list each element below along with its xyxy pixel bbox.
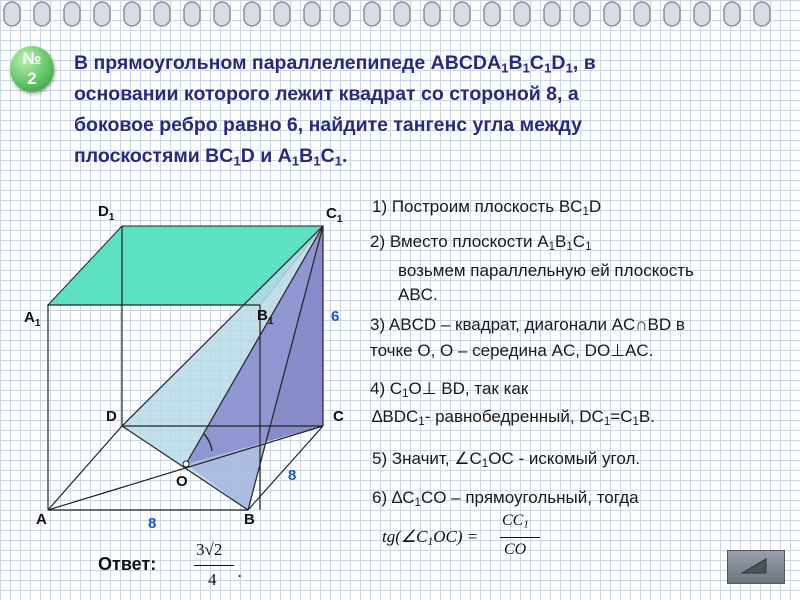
step-4-text: 4) C xyxy=(370,379,403,398)
step-2-line-3: ABC. xyxy=(398,285,438,304)
sub: 1 xyxy=(582,205,589,218)
problem-line-1-text: В прямоугольном параллелепипеде ABCDA xyxy=(74,52,502,74)
step-1 xyxy=(372,195,601,219)
sub: 1 xyxy=(603,415,611,428)
answer-fraction-bar xyxy=(194,565,234,566)
step-4 xyxy=(370,377,528,401)
problem-line-4 xyxy=(74,141,754,172)
vertex-letter: C xyxy=(529,52,545,74)
step-1-text: 1) Построим плоскость BC xyxy=(372,197,583,216)
step-5-text: 5) Значит, ∠C xyxy=(372,449,482,468)
text: ∆BDC xyxy=(372,407,419,426)
answer-numerator: 3√2 xyxy=(196,540,223,559)
text: tg(∠C xyxy=(382,527,428,546)
label-o: O xyxy=(176,473,188,490)
text: =C xyxy=(610,407,633,426)
vertex-letter: C xyxy=(320,145,335,167)
formula-denominator: CO xyxy=(504,541,527,558)
sub: 1 xyxy=(548,240,556,253)
vertex-letter: C xyxy=(572,232,586,251)
label-c: C xyxy=(333,408,344,425)
formula-numerator xyxy=(502,512,529,530)
step-2 xyxy=(370,230,592,254)
text: CC xyxy=(502,512,524,529)
problem-line-3: боковое ребро равно 6, найдите тангенс угла между xyxy=(74,114,582,136)
parallelepiped-diagram xyxy=(0,180,370,550)
vertex-letter: B xyxy=(508,52,523,74)
vertex-letter: D xyxy=(551,52,566,74)
label-a: A xyxy=(36,511,47,528)
vertex-letter: B xyxy=(299,145,314,167)
sub: 1 xyxy=(565,60,573,76)
problem-line-1 xyxy=(74,48,754,79)
step-3-line-2: точке О, О – середина AC, DO⊥AC. xyxy=(370,341,654,360)
problem-line-2: основании которого лежит квадрат со стороной 8, а xyxy=(74,83,579,105)
binder-rings xyxy=(0,0,800,30)
sub: 1 xyxy=(427,534,434,548)
label-side-8-right: 8 xyxy=(288,467,297,484)
text: OC) = xyxy=(433,527,479,546)
badge-number-sign: № xyxy=(22,49,42,68)
step-4-end: O⊥ BD, так как xyxy=(408,379,529,398)
sub: 1 xyxy=(522,60,530,76)
text: B. xyxy=(638,407,655,426)
answer-label: Ответ: xyxy=(98,554,157,574)
step-6-end: CO – прямоугольный, тогда xyxy=(420,488,639,507)
problem-line-4-text: плоскостями BC xyxy=(74,145,234,167)
label-c1: $C_1$ xyxy=(326,205,343,225)
formula-lhs xyxy=(382,527,478,547)
step-1-end: D xyxy=(588,197,602,216)
step-5 xyxy=(372,447,640,471)
sub: 1 xyxy=(523,518,529,531)
sub: 1 xyxy=(291,153,300,169)
back-nav-button[interactable] xyxy=(727,550,785,584)
step-6-text: 6) ∆C xyxy=(372,488,415,507)
step-2-line-2: возьмем параллельную ей плоскость xyxy=(398,261,694,280)
period: . xyxy=(342,145,348,167)
sub: 1 xyxy=(233,153,241,169)
sub: 1 xyxy=(501,60,509,76)
step-4-line-2 xyxy=(372,405,655,429)
answer-period: . xyxy=(238,562,243,581)
problem-line-1-end: , в xyxy=(572,52,596,74)
sub: 1 xyxy=(418,415,425,428)
label-a1: $A_1$ xyxy=(24,309,41,329)
formula-fraction-bar xyxy=(500,537,540,538)
sub: 1 xyxy=(334,153,343,169)
label-d1: $D_1$ xyxy=(98,203,115,223)
sub: 1 xyxy=(585,240,592,253)
step-3-line-1: 3) ABCD – квадрат, диагонали AC∩BD в xyxy=(370,315,685,334)
sub: 1 xyxy=(544,60,552,76)
sub: 1 xyxy=(414,496,421,509)
label-height-6: 6 xyxy=(331,308,340,325)
step-5-end: OC - искомый угол. xyxy=(488,449,641,468)
problem-number-badge xyxy=(10,46,54,92)
back-arrow-icon xyxy=(728,551,784,583)
point-o xyxy=(183,461,189,467)
sub: 1 xyxy=(632,415,639,428)
label-d: D xyxy=(106,408,117,425)
sub: 1 xyxy=(566,240,573,253)
label-b: B xyxy=(244,511,255,528)
problem-statement xyxy=(74,48,754,172)
badge-number: 2 xyxy=(27,69,37,88)
sub: 1 xyxy=(481,457,489,470)
vertex-letter: B xyxy=(555,232,567,251)
sub: 1 xyxy=(313,153,321,169)
label-side-8-bottom: 8 xyxy=(148,515,157,532)
sub: 1 xyxy=(402,387,409,400)
label-b1: $B_1$ xyxy=(257,307,274,327)
step-2-text: 2) Вместо плоскости A xyxy=(370,232,549,251)
problem-line-4-mid: D и A xyxy=(240,145,292,167)
step-6 xyxy=(372,486,639,510)
text: - равнобедренный, DC xyxy=(424,407,604,426)
answer-denominator: 4 xyxy=(208,570,217,589)
